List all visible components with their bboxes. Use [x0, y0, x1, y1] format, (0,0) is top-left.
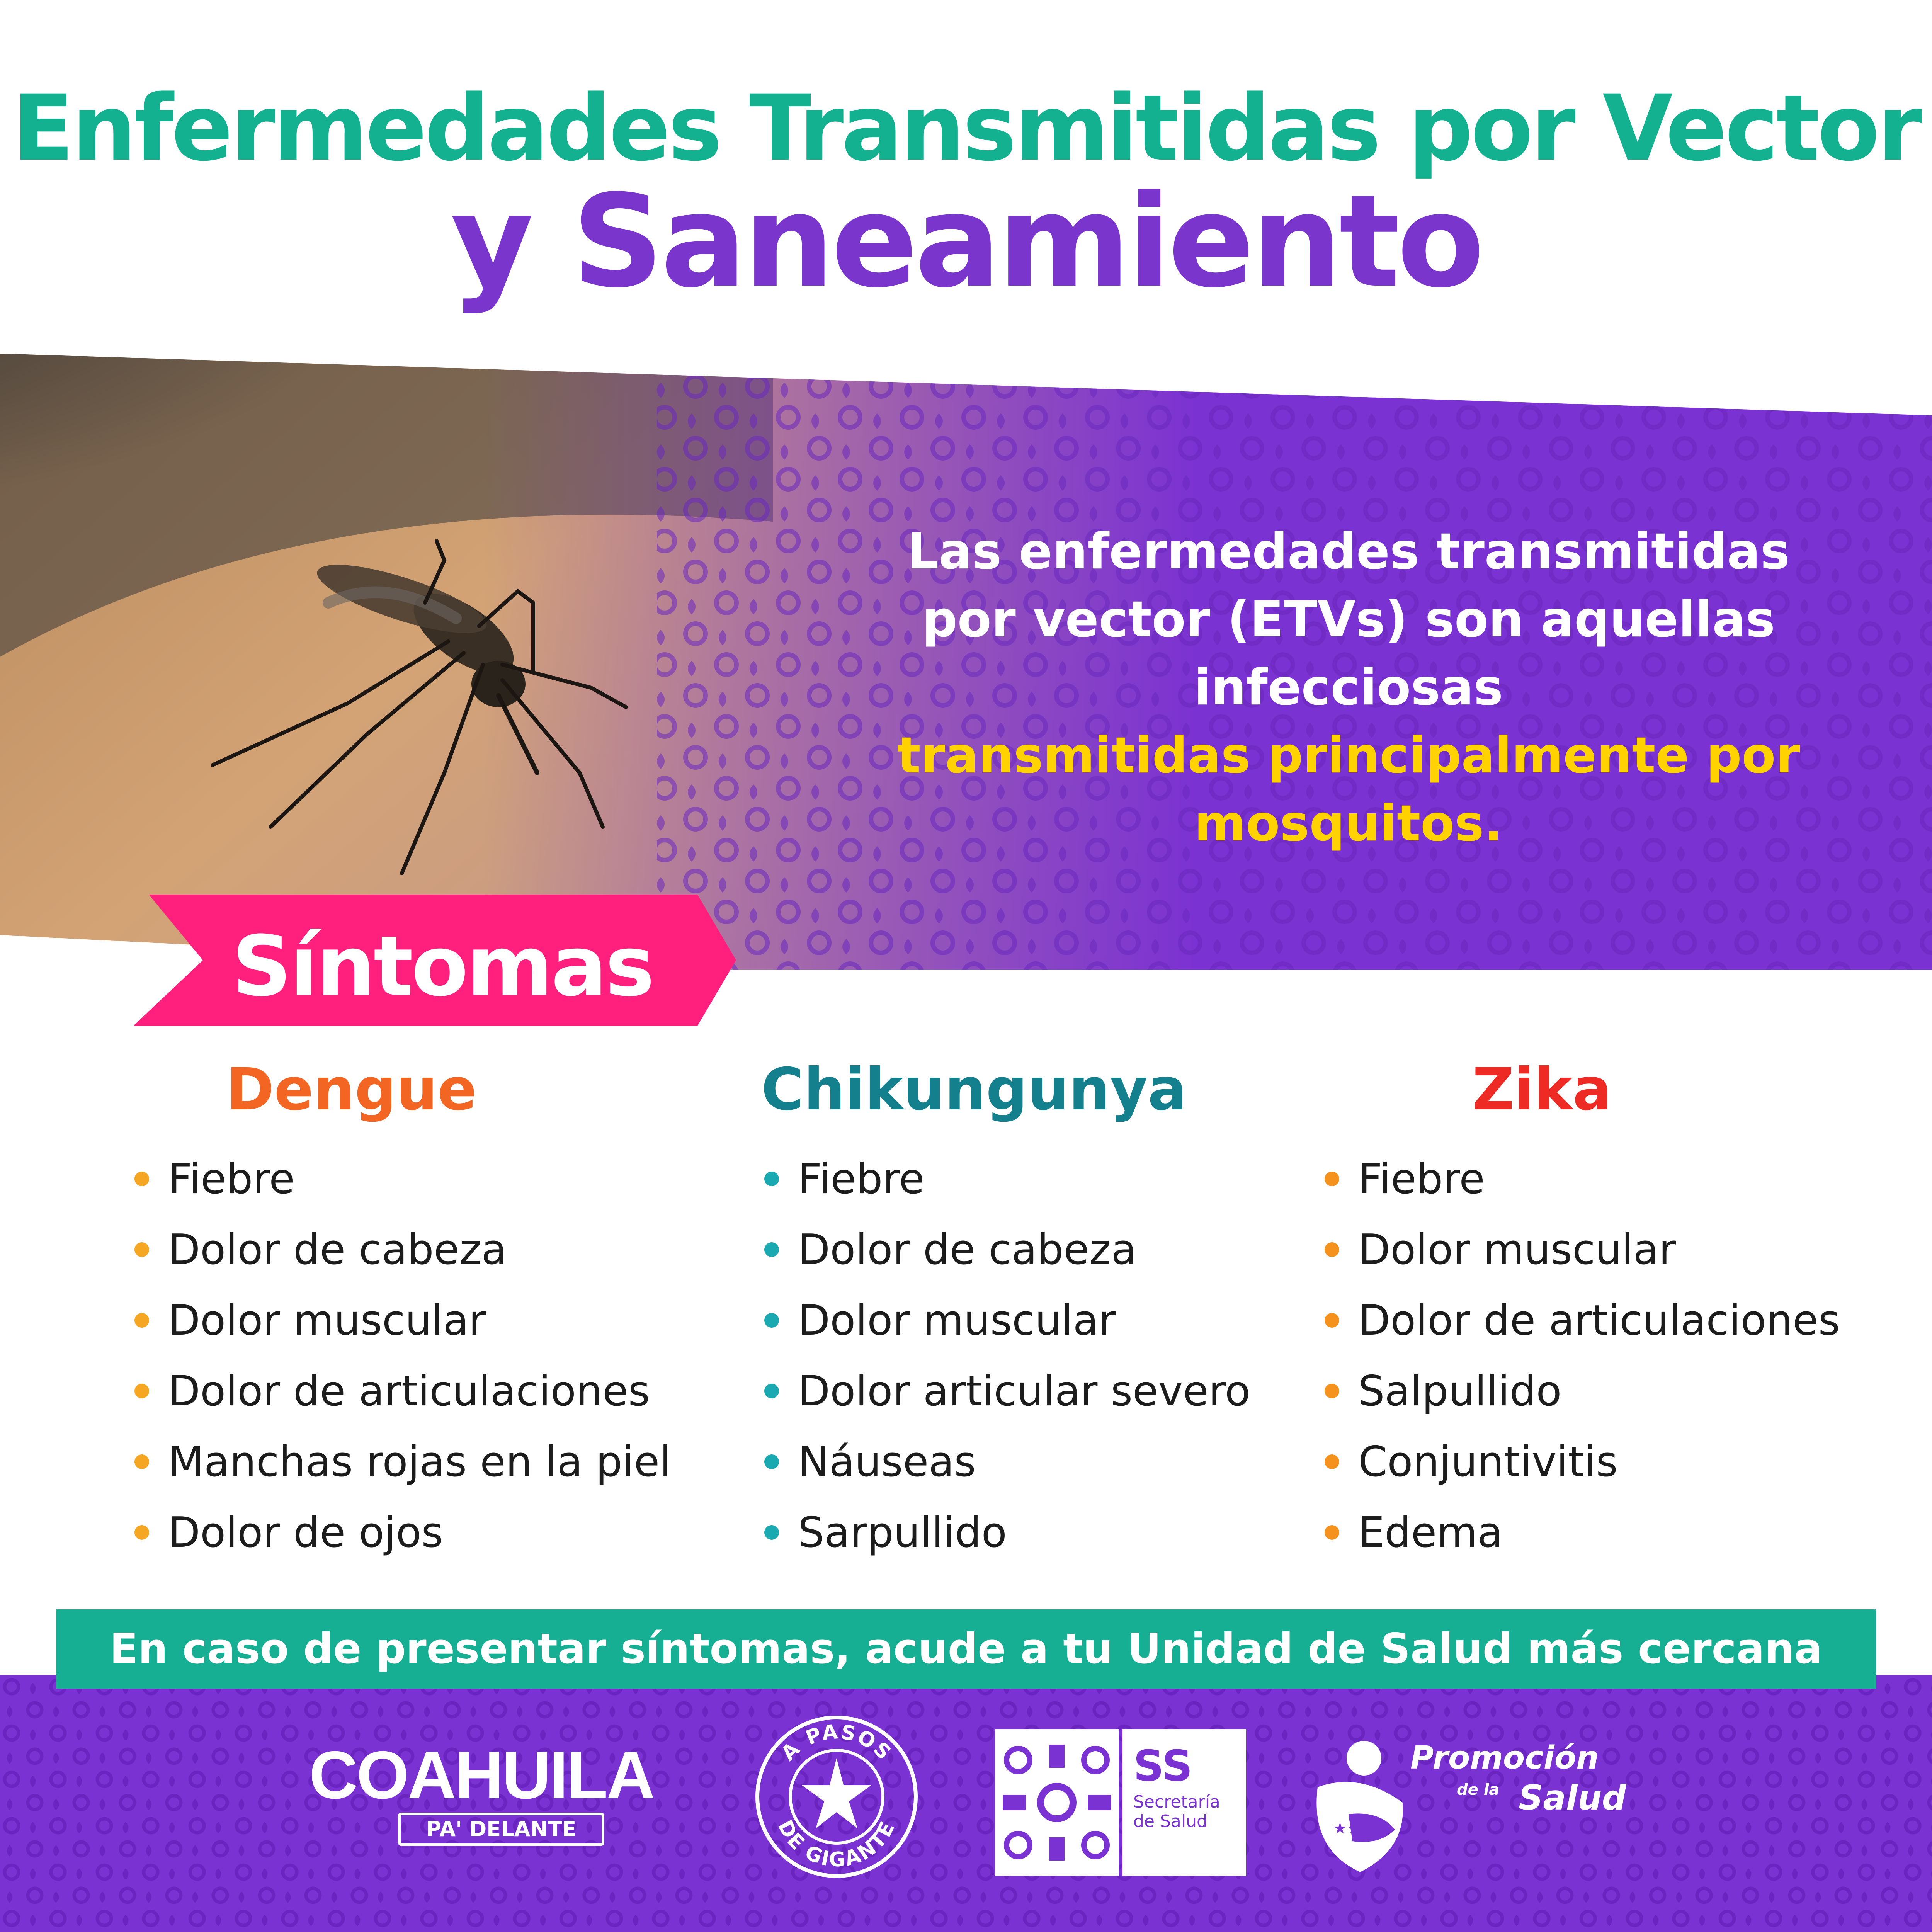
list-item: Fiebre [1321, 1144, 1901, 1214]
coahuila-logo-text: COAHUILA [309, 1738, 654, 1813]
list-item: Sarpullido [761, 1497, 1321, 1568]
symptoms-label: Síntomas [232, 917, 653, 1015]
hero-text-white: Las enfermedades transmitidas por vector (ETVs) son aquellas infecciosas [907, 523, 1790, 716]
svg-text:★★★: ★★★ [1333, 1820, 1375, 1837]
svg-text:A PASOS: A PASOS [777, 1720, 896, 1765]
list-item: Dolor de articulaciones [1321, 1285, 1901, 1356]
list-item: Salpullido [1321, 1356, 1901, 1427]
column-chikungunya [761, 1051, 1321, 1568]
list-item: Dolor de articulaciones [131, 1356, 711, 1427]
list-item: Manchas rojas en la piel [131, 1427, 711, 1497]
list-item: Dolor muscular [131, 1285, 711, 1356]
promocion-salud-line1: Promoción [1410, 1740, 1599, 1776]
column-zika [1321, 1051, 1901, 1568]
title-line2: y Saneamiento [451, 167, 1481, 316]
coahuila-logo-sub: PA' DELANTE [398, 1813, 604, 1846]
secretaria-salud-line2: de Salud [1133, 1811, 1208, 1831]
promocion-salud-emblem [1302, 1737, 1418, 1876]
promocion-salud-logo [1302, 1737, 1650, 1876]
list-item: Dolor de ojos [131, 1497, 711, 1568]
secretaria-salud-line1: Secretaría [1133, 1792, 1220, 1812]
footer-band [0, 1675, 1932, 1932]
promocion-salud-line2: de la [1457, 1781, 1500, 1799]
column-title: Chikungunya [761, 1056, 1187, 1123]
list-item: Dolor de cabeza [131, 1214, 711, 1285]
symptom-list [131, 1144, 711, 1568]
symptom-list [761, 1144, 1321, 1568]
list-item: Fiebre [761, 1144, 1321, 1214]
list-item: Náuseas [761, 1427, 1321, 1497]
cta-banner: En caso de presentar síntomas, acude a tu Unidad de Salud más cercana [56, 1609, 1876, 1689]
list-item: Dolor muscular [1321, 1214, 1901, 1285]
list-item: Conjuntivitis [1321, 1427, 1901, 1497]
secretaria-salud-box [1122, 1729, 1246, 1876]
column-dengue [131, 1051, 711, 1568]
title-line1: Enfermedades Transmitidas por Vector [12, 76, 1920, 181]
column-title: Zika [1472, 1056, 1612, 1123]
list-item: Dolor muscular [761, 1285, 1321, 1356]
list-item: Dolor articular severo [761, 1356, 1321, 1427]
pasos-gigante-logo [752, 1712, 922, 1882]
secretaria-salud-abbr: SS [1133, 1741, 1193, 1791]
secretaria-salud-emblem [995, 1729, 1119, 1876]
list-item: Dolor de cabeza [761, 1214, 1321, 1285]
column-title: Dengue [226, 1056, 477, 1123]
list-item: Edema [1321, 1497, 1901, 1568]
coahuila-logo [309, 1738, 688, 1857]
secretaria-salud-logo [995, 1729, 1246, 1876]
list-item: Fiebre [131, 1144, 711, 1214]
hero-description [889, 518, 1808, 858]
svg-text:DE GIGANTE: DE GIGANTE [773, 1816, 900, 1872]
symptom-list [1321, 1144, 1901, 1568]
hero-text-highlight: transmitidas principalmente por mosquitos. [897, 727, 1800, 852]
promocion-salud-line3: Salud [1519, 1778, 1626, 1818]
